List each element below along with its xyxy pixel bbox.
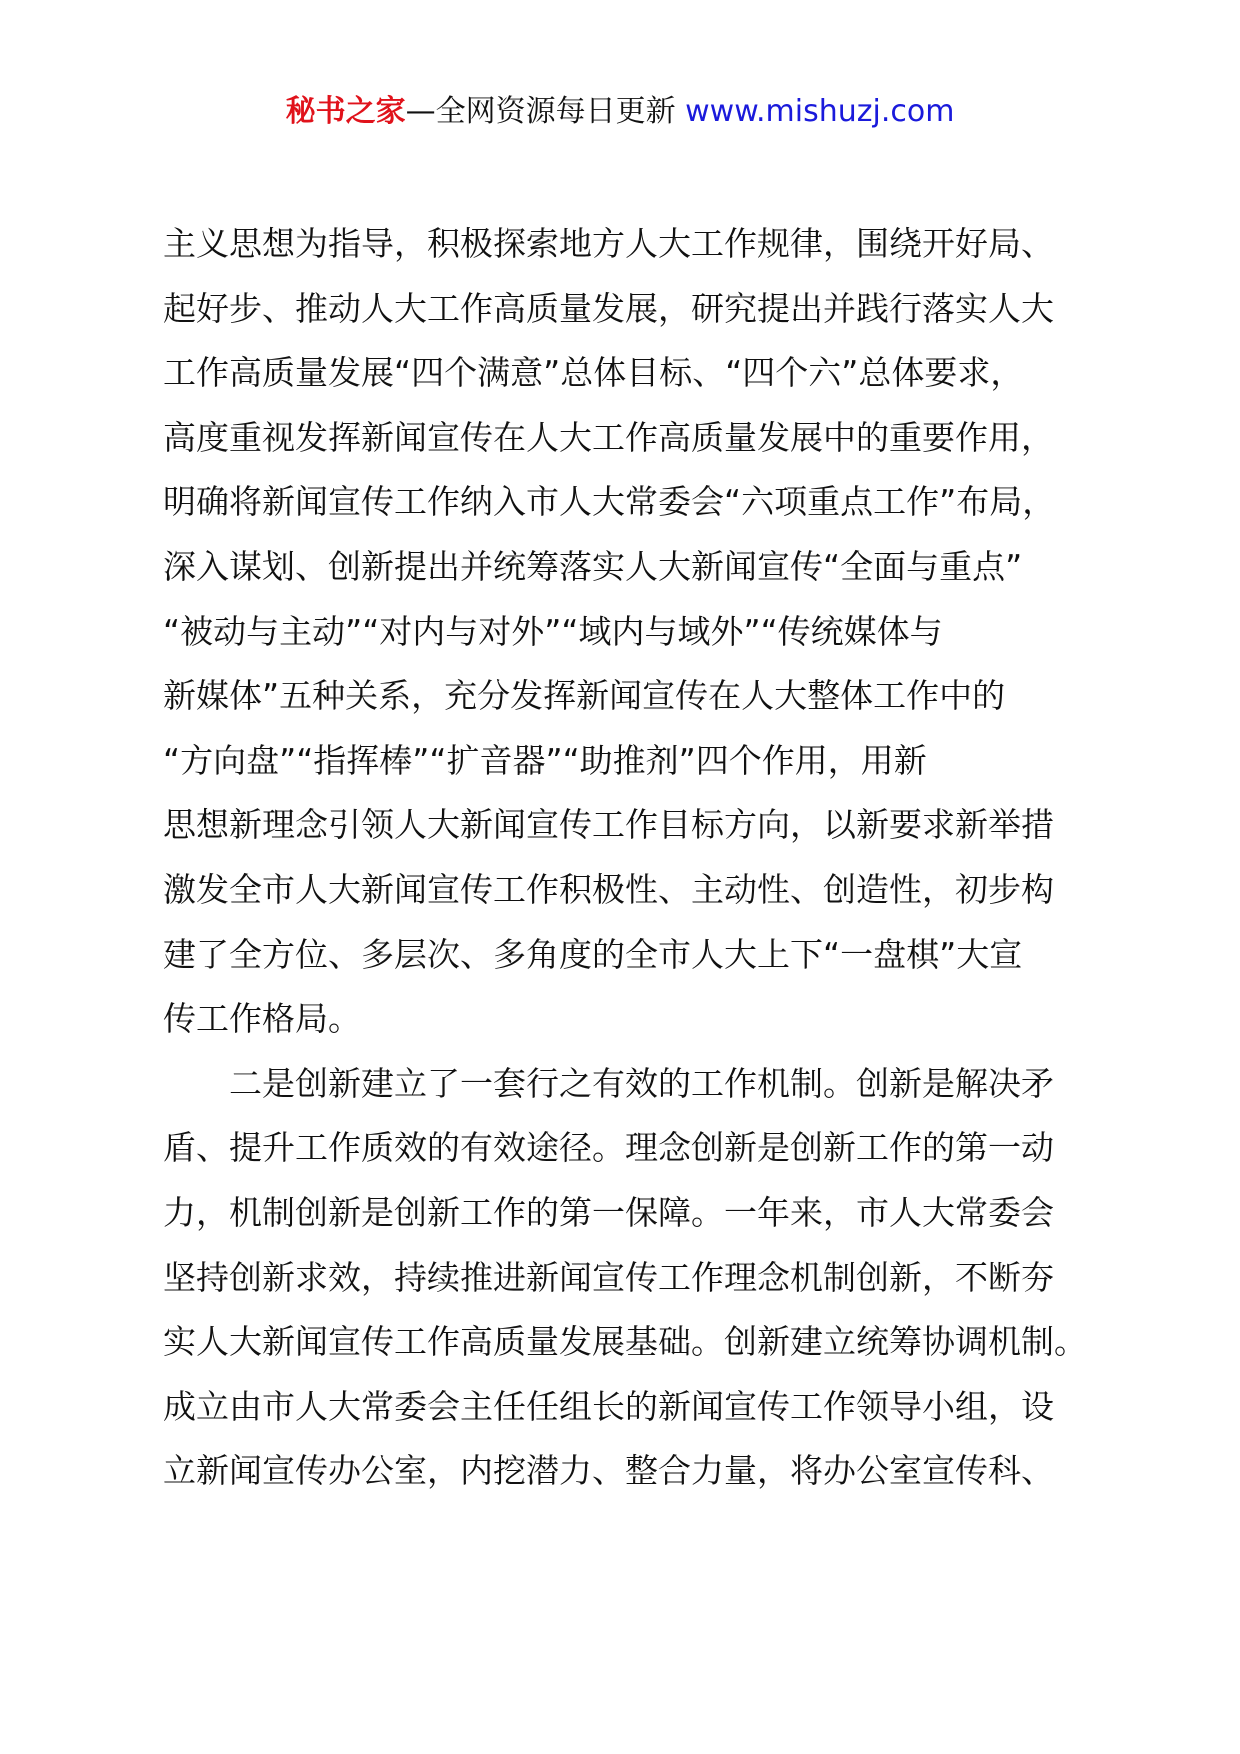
text-line: 坚持创新求效，持续推进新闻宣传工作理念机制创新，不断夯	[163, 1257, 1054, 1297]
site-brand: 秘书之家	[285, 94, 406, 129]
text-line: “被动与主动”“对内与对外”“域内与域外”“传统媒体与	[163, 611, 943, 651]
text-line: 传工作格局。	[163, 999, 361, 1039]
paragraph-start-line: 二是创新建立了一套行之有效的工作机制。创新是解决矛	[229, 1063, 1054, 1103]
text-line: 高度重视发挥新闻宣传在人大工作高质量发展中的重要作用，	[163, 417, 1054, 457]
text-line: 实人大新闻宣传工作高质量发展基础。创新建立统筹协调机制。	[163, 1322, 1087, 1362]
text-line: 建了全方位、多层次、多角度的全市人大上下“一盘棋”大宣	[163, 934, 1023, 974]
document-body	[163, 212, 1123, 1504]
text-line: 深入谋划、创新提出并统筹落实人大新闻宣传“全面与重点”	[163, 546, 1023, 586]
site-url-link[interactable]: www.mishuzj.com	[685, 94, 955, 129]
text-line: 立新闻宣传办公室，内挖潜力、整合力量，将办公室宣传科、	[163, 1451, 1054, 1491]
text-line: “方向盘”“指挥棒”“扩音器”“助推剂”四个作用，用新	[163, 740, 927, 780]
text-line: 新媒体”五种关系，充分发挥新闻宣传在人大整体工作中的	[163, 676, 1006, 716]
site-header	[0, 92, 1240, 132]
text-line: 盾、提升工作质效的有效途径。理念创新是创新工作的第一动	[163, 1128, 1054, 1168]
text-line: 力，机制创新是创新工作的第一保障。一年来，市人大常委会	[163, 1192, 1054, 1232]
text-line: 明确将新闻宣传工作纳入市人大常委会“六项重点工作”布局，	[163, 482, 1056, 522]
text-line: 成立由市人大常委会主任任组长的新闻宣传工作领导小组，设	[163, 1386, 1054, 1426]
text-line: 主义思想为指导，积极探索地方人大工作规律，围绕开好局、	[163, 224, 1054, 263]
site-tagline: —全网资源每日更新	[405, 94, 676, 129]
text-line: 起好步、推动人大工作高质量发展，研究提出并践行落实人大	[163, 288, 1054, 328]
text-line: 激发全市人大新闻宣传工作积极性、主动性、创造性，初步构	[163, 869, 1054, 909]
text-line: 工作高质量发展“四个满意”总体目标、“四个六”总体要求，	[163, 353, 1024, 393]
text-line: 思想新理念引领人大新闻宣传工作目标方向，以新要求新举措	[163, 805, 1054, 845]
